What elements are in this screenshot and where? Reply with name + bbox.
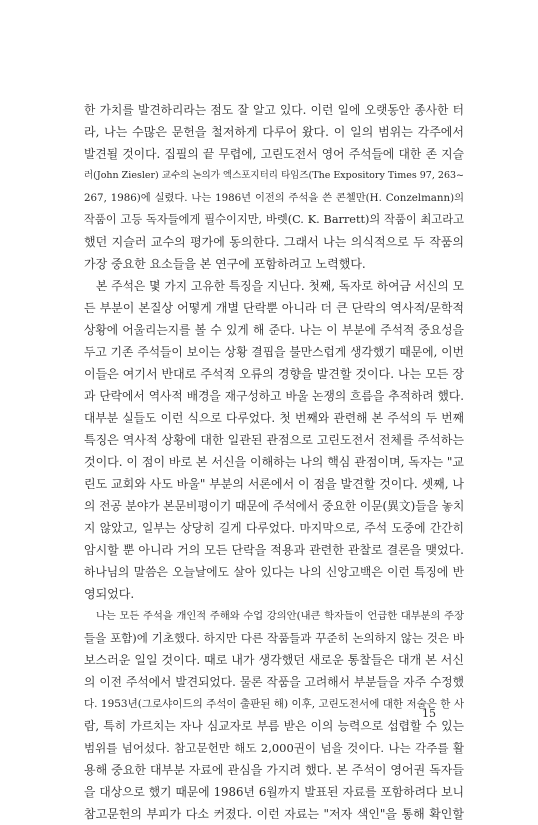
text-line: 라, 나는 수많은 문헌을 철저하게 다루어 왔다. 이 일의 범위는 각주에서 — [84, 125, 464, 139]
text-line: 범위를 넘어섰다. 참고문헌만 해도 2,000권이 넘을 것이다. 나는 각주를 활 — [84, 741, 464, 755]
text-line: 다. 1953년(그로샤이드의 주석이 출판된 해) 이후, 고린도전서에 대한 저술은 한 사 — [84, 698, 464, 710]
text-line: 든 부분이 본질상 어떻게 개별 단락뿐 아니라 더 큰 단락의 역사적/문학적 — [84, 301, 464, 315]
paragraph-1 — [84, 99, 464, 275]
text-line: 참고문헌의 부피가 다소 커졌다. 이런 자료는 "저자 색인"을 통해 확인할 — [84, 807, 464, 821]
text-line: 가장 중요한 요소들을 본 연구에 포함하려고 노력했다. — [84, 257, 366, 271]
text-line: 린도 교회와 사도 바울" 부분의 서론에서 이 점을 발견할 것이다. 셋째, 나 — [84, 477, 464, 491]
text-line: 영되었다. — [84, 587, 135, 601]
text-line: 상황에 어울리는지를 볼 수 있게 해 준다. 나는 이 부분에 주석적 중요성을 — [84, 323, 464, 337]
text-line: 발견될 것이다. 집필의 끝 무렵에, 고린도전서 영어 주석들에 대한 존 지슬 — [84, 147, 464, 161]
text-line: 두고 기존 주석들이 보이는 상황 결핍을 불만스럽게 생각했기 때문에, 이번 — [84, 345, 464, 359]
text-line: 을 대상으로 했기 때문에 1986년 6월까지 발표된 자료를 포함하려다 보니 — [84, 785, 464, 799]
text-line: 본 주석은 몇 가지 고유한 특징을 지닌다. 첫째, 독자로 하여금 서신의 모 — [96, 279, 464, 293]
text-line: 한 가치를 발견하리라는 점도 잘 알고 있다. 이런 일에 오랫동안 종사한 터 — [84, 103, 464, 117]
body-text — [84, 99, 464, 825]
text-line: 람, 특히 가르치는 자나 심교자로 부름 받은 이의 능력으로 섭렵할 수 있는 — [84, 719, 464, 733]
text-line: 지 않았고, 일부는 상당히 길게 다루었다. 마지막으로, 주석 도중에 간간히 — [84, 521, 464, 535]
text-line: 작품이 고등 독자들에게 필수이지만, 바렛(C. K. Barrett)의 작품이 최고라고 — [84, 213, 464, 226]
paragraph-3 — [84, 605, 464, 825]
paragraph-2 — [84, 275, 464, 605]
text-line: 대부분 실들도 이런 식으로 다루었다. 첫 번째와 관련해 본 주석의 두 번째 — [84, 411, 464, 425]
text-line: 의 전공 분야가 본문비평이기 때문에 주석에서 중요한 이문(異文)들을 놓치 — [84, 499, 464, 513]
text-line: 과 단락에서 역사적 배경을 재구성하고 바울 논쟁의 흐름을 추적하려 했다. — [84, 389, 464, 403]
text-line: 러(John Ziesler) 교수의 논의가 엑스포지터리 타임즈(The Expository Times 97, 263~ — [84, 170, 464, 181]
text-line: 것이다. 이 점이 바로 본 서신을 이해하는 나의 핵심 관점이며, 독자는 "교 — [84, 455, 464, 469]
text-line: 이들은 여기서 반대로 주석적 오류의 경향을 발견할 것이다. 나는 모든 장 — [84, 367, 464, 381]
text-line: 의 이전 주석에서 발견되었다. 물론 작품을 고려해서 부분들을 자주 수정했 — [84, 675, 464, 689]
text-line: 들을 포함)에 기초했다. 하지만 다른 작품들과 꾸준히 논의하지 않는 것은 바 — [84, 631, 464, 645]
text-line: 용해 중요한 대부분 자료에 관심을 가지려 했다. 본 주석이 영어권 독자들 — [84, 763, 464, 777]
page-number: 15 — [422, 707, 436, 720]
text-line: 보스러운 일일 것이다. 때로 내가 생각했던 새로운 통찰들은 대개 본 서신 — [84, 653, 464, 667]
text-line: 특징은 역사적 상황에 대한 일관된 관점으로 고린도전서 전체를 주석하는 — [84, 433, 464, 447]
text-line: 암시할 뿐 아니라 거의 모든 단락을 적용과 관련한 관찰로 결론을 맺었다. — [84, 543, 464, 557]
text-line: 했던 지슬러 교수의 평가에 동의한다. 그래서 나는 의식적으로 두 작품의 — [84, 235, 464, 249]
text-line: 나는 모든 주석을 개인적 주해와 수업 강의안(내큰 학자들이 언급한 대부분의 주장 — [96, 610, 464, 622]
text-line: 267, 1986)에 실렸다. 나는 1986년 이전의 주석을 쓴 콘첼만(H. Conzelmann)의 — [84, 192, 464, 204]
text-line: 하나님의 말씀은 오늘날에도 살아 있다는 나의 신앙고백은 이런 특징에 반 — [84, 565, 464, 579]
